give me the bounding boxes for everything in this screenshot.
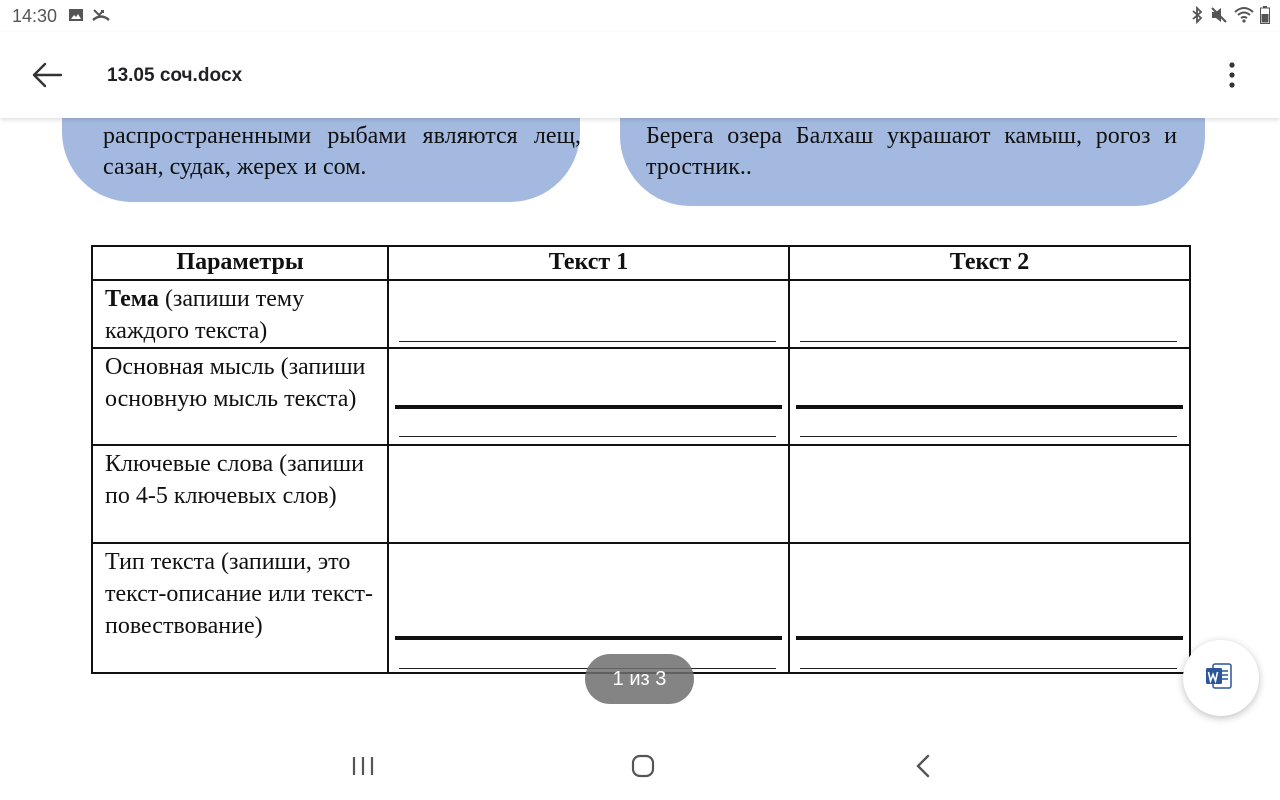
document-viewer[interactable]	[0, 118, 1280, 730]
image-icon	[68, 7, 84, 27]
header-text-2: Текст 2	[789, 246, 1190, 280]
table-row	[92, 348, 1190, 445]
answer-line	[796, 636, 1183, 640]
parameters-table	[91, 245, 1191, 674]
home-icon	[623, 752, 663, 780]
row-label	[92, 348, 388, 445]
recents-button[interactable]	[343, 752, 383, 780]
wifi-icon	[1234, 6, 1254, 28]
back-button[interactable]	[30, 60, 64, 90]
document-title: 13.05 соч.docx	[107, 65, 243, 86]
nav-back-icon	[903, 752, 943, 780]
mute-icon	[1210, 6, 1228, 28]
answer-cell	[388, 280, 789, 348]
header-parameters: Параметры	[92, 246, 388, 280]
navigation-bar	[0, 730, 1280, 800]
row-label	[92, 280, 388, 348]
row-label	[92, 445, 388, 543]
answer-line	[399, 341, 776, 342]
arrow-left-icon	[30, 60, 64, 90]
table-header-row	[92, 246, 1190, 280]
home-button[interactable]	[623, 752, 663, 780]
row-label-text: Основная мысль (запиши основную мысль текста)	[105, 354, 366, 412]
app-bar	[0, 32, 1280, 118]
battery-icon	[1260, 6, 1270, 28]
answer-cell	[388, 543, 789, 673]
answer-line	[395, 636, 782, 640]
answer-cell	[789, 543, 1190, 673]
nav-back-button[interactable]	[903, 752, 943, 780]
answer-line	[800, 668, 1177, 669]
status-bar	[0, 0, 1280, 32]
row-label-text: Тип текста (запиши, это текст-описание или текст-повествование)	[105, 549, 373, 639]
status-left-icons	[68, 7, 110, 27]
more-vert-icon	[1220, 60, 1244, 90]
word-app-icon	[1183, 640, 1259, 716]
answer-cell	[388, 445, 789, 543]
text-bubble-right	[620, 118, 1205, 206]
table-row	[92, 445, 1190, 543]
page-indicator: 1 из 3	[585, 654, 694, 704]
row-label-text: Ключевые слова (запиши по 4-5 ключевых слов)	[105, 451, 364, 509]
more-options-button[interactable]	[1220, 60, 1244, 90]
text-bubble-left	[62, 118, 580, 202]
header-text-1: Текст 1	[388, 246, 789, 280]
recents-icon	[343, 752, 383, 780]
status-time: 14:30	[12, 6, 58, 26]
answer-line	[800, 436, 1177, 437]
answer-cell	[388, 348, 789, 445]
status-right-icons	[1190, 6, 1270, 28]
answer-cell	[789, 348, 1190, 445]
bluetooth-icon	[1190, 6, 1204, 28]
open-in-word-button[interactable]	[1183, 640, 1259, 716]
answer-line	[800, 341, 1177, 342]
bubble-right-text: Берега озера Балхаш украшают камыш, рогоз и тростник..	[646, 123, 1177, 180]
answer-line	[395, 405, 782, 409]
answer-line	[796, 405, 1183, 409]
answer-cell	[789, 280, 1190, 348]
answer-line	[399, 436, 776, 437]
row-label	[92, 543, 388, 673]
answer-cell	[789, 445, 1190, 543]
missed-call-icon	[92, 7, 110, 27]
row-label-bold: Тема	[105, 286, 159, 312]
bubble-left-text: распространенными рыбами являются лещ, сазан, судак, жерех и сом.	[103, 123, 581, 180]
row-label-text: (запиши тему каждого текста)	[105, 286, 305, 344]
table-row	[92, 280, 1190, 348]
